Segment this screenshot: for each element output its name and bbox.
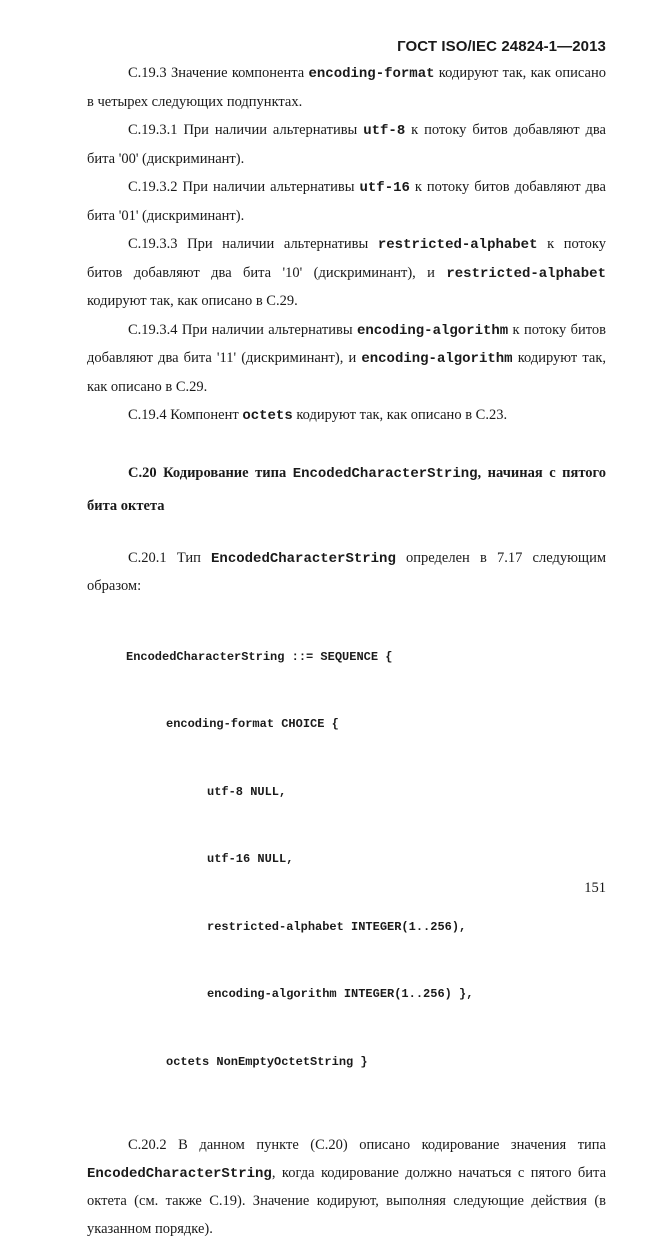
heading-text: С.20 Кодирование типа bbox=[128, 464, 293, 481]
paragraph-c19-4 bbox=[87, 402, 606, 431]
code-term: utf-16 bbox=[359, 180, 410, 196]
code-line: EncodedCharacterString ::= SEQUENCE { bbox=[126, 649, 393, 664]
code-term: encoding-algorithm bbox=[356, 322, 509, 339]
paragraph-c19-3 bbox=[87, 60, 606, 116]
code-term: EncodedCharacterString bbox=[292, 465, 478, 482]
paragraph-text: С.20.1 Тип bbox=[128, 549, 212, 566]
code-term: utf-8 bbox=[363, 123, 406, 139]
paragraph-text: С.19.4 Компонент bbox=[128, 407, 243, 423]
paragraph-text: С.19.3 Значение компонента bbox=[128, 65, 309, 81]
paragraph-c19-3-2 bbox=[87, 174, 606, 230]
paragraph-text: к потоку битов добавляют два бита '10' (дискриминант), и bbox=[87, 236, 606, 281]
paragraph-text: С.19.3.1 При наличии альтернативы bbox=[128, 122, 364, 138]
code-term: octets bbox=[242, 408, 293, 424]
paragraph-c20-1 bbox=[87, 545, 606, 601]
heading-text: , начиная с пятого бита октета bbox=[87, 464, 606, 514]
paragraph-c20-2 bbox=[87, 1132, 606, 1243]
code-term: EncodedCharacterString bbox=[211, 550, 396, 567]
paragraph-text: , когда кодирование должно начаться с пятого бита октета (см. также С.19). Значение кодируют, выполняя следующие действия (в указанном порядке). bbox=[87, 1164, 606, 1237]
paragraph-text: кодируют так, как описано в С.29. bbox=[87, 350, 607, 395]
paragraph-text: кодируют так, как описано в четырех следующих подпунктах. bbox=[87, 65, 606, 110]
asn1-code-block bbox=[87, 601, 606, 1119]
paragraph-text: С.19.3.3 При наличии альтернативы bbox=[128, 236, 378, 252]
page-number: 151 bbox=[584, 880, 606, 896]
code-term: restricted-alphabet bbox=[446, 265, 606, 282]
paragraph-text: определен в 7.17 следующим образом: bbox=[87, 549, 606, 594]
code-line: encoding-algorithm INTEGER(1..256) }, bbox=[207, 987, 474, 1001]
paragraph-c19-3-3 bbox=[87, 231, 606, 316]
paragraph-text: С.20.2 В данном пункте (С.20) описано кодирование значения типа bbox=[128, 1137, 606, 1153]
paragraph-text: С.19.3.2 При наличии альтернативы bbox=[128, 179, 360, 195]
paragraph-c19-3-1 bbox=[87, 117, 606, 173]
paragraph-text: к потоку битов добавляют два бита '01' (дискриминант). bbox=[87, 179, 606, 224]
paragraph-text: С.19.3.4 При наличии альтернативы bbox=[128, 321, 357, 338]
code-line: encoding-format CHOICE { bbox=[166, 717, 339, 731]
code-line: octets NonEmptyOctetString } bbox=[166, 1054, 368, 1069]
paragraph-text: к потоку битов добавляют два бита '11' (дискриминант), и bbox=[87, 321, 606, 366]
section-heading-c20 bbox=[87, 457, 606, 522]
paragraph-text: кодируют так, как описано в С.29. bbox=[87, 293, 298, 309]
code-term: encoding-format bbox=[308, 66, 435, 82]
document-header: ГОСТ ISO/IEC 24824-1—2013 bbox=[397, 38, 606, 55]
code-line: utf-16 NULL, bbox=[207, 852, 294, 866]
paragraph-text: кодируют так, как описано в С.23. bbox=[292, 407, 508, 423]
paragraph-text: к потоку битов добавляют два бита '00' (дискриминант). bbox=[87, 122, 606, 167]
code-term: EncodedCharacterString bbox=[87, 1165, 272, 1182]
code-line: utf-8 NULL, bbox=[207, 784, 287, 799]
paragraph-c19-3-4 bbox=[87, 317, 606, 402]
code-term: restricted-alphabet bbox=[377, 237, 538, 253]
code-line: restricted-alphabet INTEGER(1..256), bbox=[207, 919, 467, 934]
code-term: encoding-algorithm bbox=[361, 351, 513, 367]
page-body bbox=[87, 60, 606, 1243]
